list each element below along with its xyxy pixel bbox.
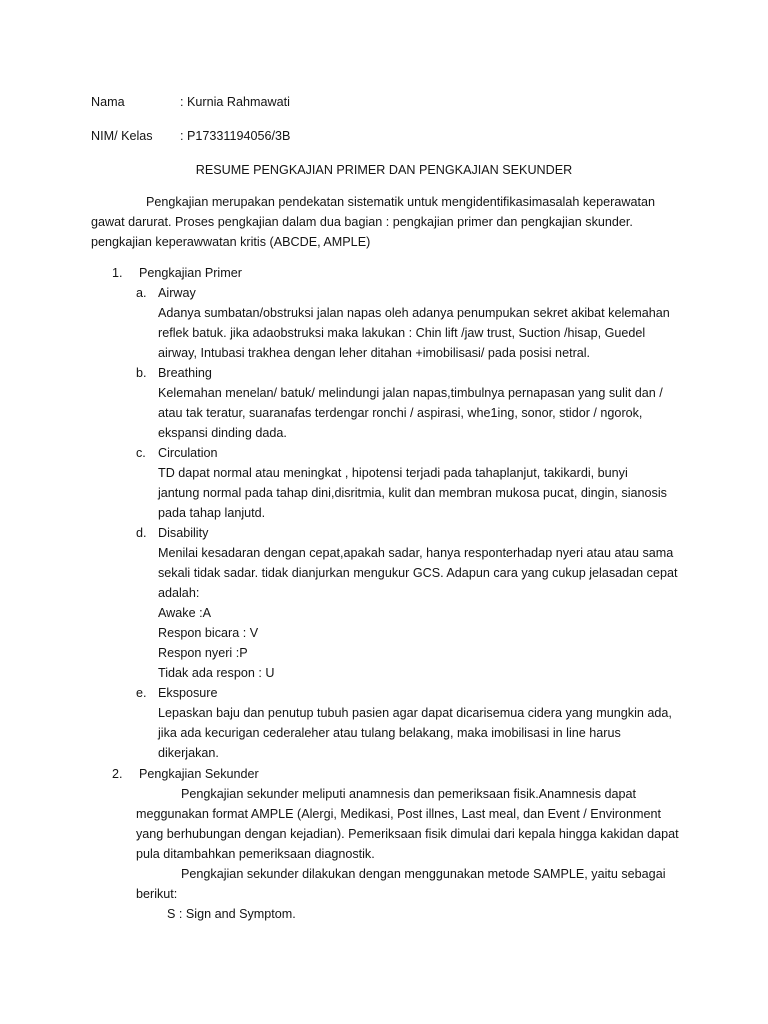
nama-value: : Kurnia Rahmawati (180, 95, 290, 109)
section2-line: Pengkajian sekunder meliputi anamnesis dan pemeriksaan fisik.Anamnesis dapat (181, 787, 637, 801)
section2-line: pula ditambahkan pemeriksaan diagnostik. (136, 847, 375, 861)
nim-value: : P17331194056/3B (180, 129, 291, 143)
item-b-line: atau tak teratur, suaranafas terdengar ronchi / aspirasi, whe1ing, sonor, stidor / ngorok, (158, 406, 643, 420)
item-a-line: Adanya sumbatan/obstruksi jalan napas oleh adanya penumpukan sekret akibat kelemahan (158, 306, 670, 320)
item-d-line: adalah: (158, 586, 200, 600)
intro-line: gawat darurat. Proses pengkajian dalam dua bagian : pengkajian primer dan pengkajian skunder. (91, 215, 633, 229)
nim-row (91, 126, 691, 146)
item-d (158, 523, 677, 683)
nim-label: NIM/ Kelas (91, 129, 153, 143)
section1-title: Pengkajian Primer (139, 266, 242, 280)
item-b-line: Kelemahan menelan/ batuk/ melindungi jalan napas,timbulnya pernapasan yang sulit dan / (158, 386, 663, 400)
nama-row (91, 92, 691, 112)
section2-line: meggunakan format AMPLE (Alergi, Medikasi, Post illnes, Last meal, dan Event / Environment (136, 807, 661, 821)
intro-paragraph (91, 192, 655, 252)
item-d-line: Menilai kesadaran dengan cepat,apakah sadar, hanya responterhadap nyeri atau atau sama (158, 546, 674, 560)
item-c-line: jantung normal pada tahap dini,disritmia, kulit dan membran mukosa pucat, dingin, sianosis (158, 486, 667, 500)
item-e-letter: e. (136, 686, 147, 700)
item-a (158, 283, 670, 363)
item-e-heading: Eksposure (158, 686, 218, 700)
item-d-line: Tidak ada respon : U (158, 666, 275, 680)
item-d-line: sekali tidak sadar. tidak dianjurkan mengukur GCS. Adapun cara yang cukup jelasadan cepat (158, 566, 678, 580)
section1-number: 1. (112, 266, 123, 280)
intro-line: Pengkajian merupakan pendekatan sistematik untuk mengidentifikasimasalah keperawatan (146, 195, 655, 209)
item-c-line: TD dapat normal atau meningkat , hipotensi terjadi pada tahaplanjut, takikardi, bunyi (158, 466, 628, 480)
section2-line: yang berhubungan dengan kejadian). Pemeriksaan fisik dimulai dari kepala hingga kakidan dapat (136, 827, 679, 841)
item-c-letter: c. (136, 446, 146, 460)
intro-line: pengkajian keperawwatan kritis (ABCDE, AMPLE) (91, 235, 371, 249)
item-c-heading: Circulation (158, 446, 218, 460)
item-a-heading: Airway (158, 286, 196, 300)
item-a-letter: a. (136, 286, 147, 300)
item-e-line: Lepaskan baju dan penutup tubuh pasien agar dapat dicarisemua cidera yang mungkin ada, (158, 706, 672, 720)
item-d-letter: d. (136, 526, 147, 540)
item-e-line: dikerjakan. (158, 746, 219, 760)
nama-label: Nama (91, 95, 125, 109)
item-a-line: airway, Intubasi trakhea dengan leher ditahan +imobilisasi/ pada posisi netral. (158, 346, 591, 360)
item-c-line: pada tahap lanjutd. (158, 506, 266, 520)
item-b (158, 363, 663, 443)
item-a-line: reflek batuk. jika adaobstruksi maka lakukan : Chin lift /jaw trust, Suction /hisap, Guedel (158, 326, 646, 340)
item-d-line: Respon nyeri :P (158, 646, 248, 660)
item-e-line: jika ada kecurigan cederaleher atau tulang belakang, maka imobilisasi in line harus (158, 726, 621, 740)
item-d-line: Respon bicara : V (158, 626, 259, 640)
item-e (158, 683, 672, 763)
item-b-line: ekspansi dinding dada. (158, 426, 287, 440)
section2-paragraph-1 (136, 784, 679, 924)
item-d-heading: Disability (158, 526, 209, 540)
document-title: RESUME PENGKAJIAN PRIMER DAN PENGKAJIAN SEKUNDER (195, 163, 573, 177)
section2-title: Pengkajian Sekunder (139, 767, 259, 781)
item-c (158, 443, 667, 523)
section2-number: 2. (112, 767, 123, 781)
item-b-letter: b. (136, 366, 147, 380)
section2-line: Pengkajian sekunder dilakukan dengan menggunakan metode SAMPLE, yaitu sebagai (181, 867, 666, 881)
item-b-heading: Breathing (158, 366, 212, 380)
item-d-line: Awake :A (158, 606, 211, 620)
section2-line: berikut: (136, 887, 178, 901)
sample-s-line: S : Sign and Symptom. (167, 907, 296, 921)
